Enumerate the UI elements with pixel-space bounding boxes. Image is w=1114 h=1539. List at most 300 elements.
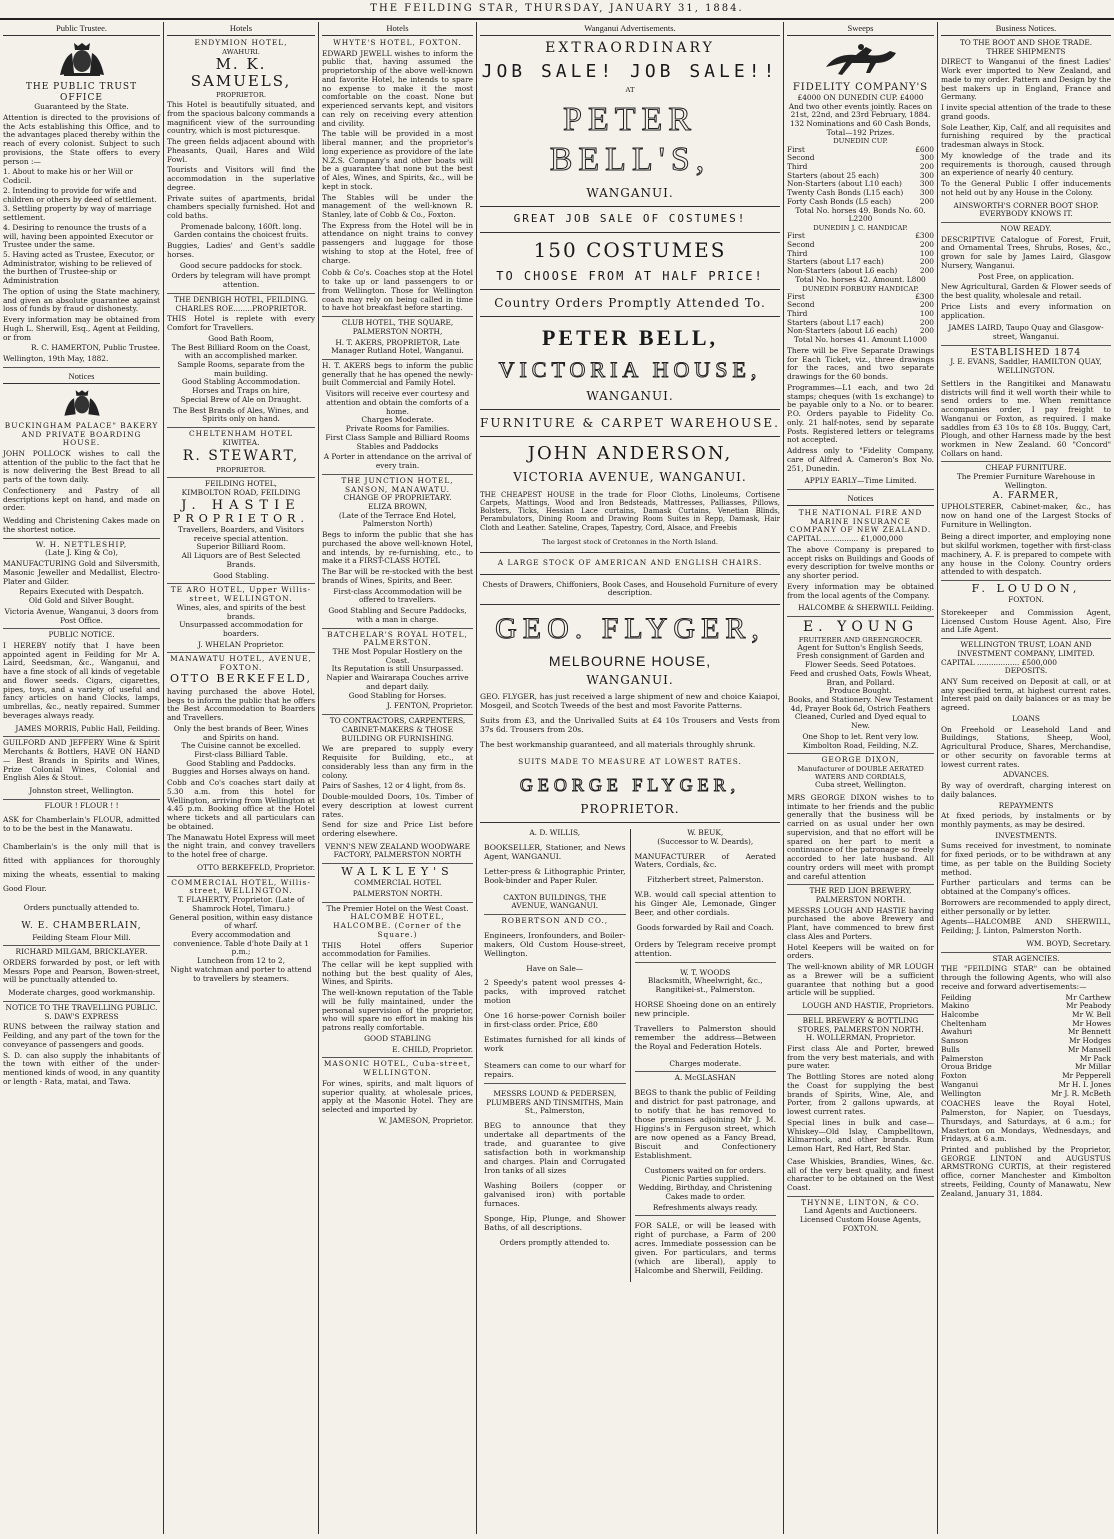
proprietor-label: PROPRIETOR. xyxy=(167,464,315,478)
ad-text: Fitzherbert street, Palmerston. xyxy=(647,875,764,885)
list-item: 1. About to make his or her Will or Codicil. xyxy=(3,167,133,186)
ad-text: Hotel Keepers will be waited on for orders. xyxy=(787,942,934,961)
ad-text: GEO. FLYGER, has just received a large shipment of new and choice Kaiapoi, Mosgeil, and Scotch Tweeds of the best and most Favorite Patterns. xyxy=(480,692,780,711)
ad-text: Sponge, Hip, Plunge, and Shower Baths, of all descriptions. xyxy=(484,1213,626,1232)
milgam-name: RICHARD MILGAM, BRICKLAYER. xyxy=(15,947,148,957)
ad-text: I invite special attention of the trade to these grand goods. xyxy=(941,103,1111,121)
hotel-text: Travellers, Boarders, and Visitors receive special attention. xyxy=(177,524,305,543)
section-heading: Hotels xyxy=(322,22,473,36)
ad-text: AT xyxy=(625,85,635,94)
ad-text: Orders promptly attended to. xyxy=(499,1237,610,1247)
trust-option: The option of using the State machinery, and given an absolute guarantee against loss of funds by fraud or dishonesty. xyxy=(3,286,160,314)
hotel-text: Its Reputation is still Unsurpassed. xyxy=(331,664,464,674)
column-hotels-2 xyxy=(319,22,476,1534)
ad-text: THE CHEAPEST HOUSE in the trade for Floor Cloths, Linoleums, Cortisene Carpets, Mattings, Wood and Iron Bedsteads, Mattresses, Palliasses, Pillows, Bolsters, Ticks, Hessian Lace curtains, Damask Curtains, Venetian Blinds, Perambulators, Dining Room and Drawing Room Suites in Repp, Damask, Hair Cloth and Leather. Sateline, Crapes, Tapestry, Cord, Alsace, and Freebis xyxy=(480,490,780,532)
hotel-text: The cellar will be kept supplied with nothing but the best quality of Ales, Wines, and Spirits. xyxy=(322,960,473,987)
bakery-confectionery: Confectionery and Pastry of all descriptions kept on hand, and made on order. xyxy=(3,485,160,513)
hotel-text: E. CHILD, Proprietor. xyxy=(322,1044,473,1059)
table-cell: Third xyxy=(787,309,808,319)
table-cell: Awahuri xyxy=(941,1027,973,1037)
ad-text: To the General Public I offer inducements not held out by any House in the Colony. xyxy=(941,179,1111,197)
agents-table xyxy=(941,994,1111,1099)
ad-text: Further particulars and terms can be obtained at the Company's offices. xyxy=(941,878,1111,897)
ad-text: FRUITERER AND GREENGROCER. xyxy=(798,635,923,644)
ad-text: WANGANUI. xyxy=(586,186,674,200)
ad-text: MRS GEORGE DIXON wishes to to intimate to her friends and the public generally that the business will be carried on as usual under her own supervision, and that no effort will be spared on her part to merit a continuance of the patronage so freely accorded to her late husband. All country orders will meet with prompt and careful attention xyxy=(787,792,934,885)
table-cell: 200 xyxy=(919,161,934,171)
table-cell: 300 xyxy=(919,153,934,163)
ad-text: Charges moderate. xyxy=(635,1058,777,1073)
ad-text: Wedding, Birthday, and Christening Cakes made to order. xyxy=(638,1183,773,1201)
ad-text: Travellers to Palmerston should remember the address—Between the Royal and Federation Hotels. xyxy=(634,1023,776,1051)
hotel-name: ENDYMION HOTEL, xyxy=(194,38,288,48)
ad-headline: W. BEUK, xyxy=(687,828,724,838)
ad-headline: BELL BREWERY & BOTTLING STORES, PALMERSTON NORTH. xyxy=(797,1015,924,1034)
proprietor-name: R. STEWART, xyxy=(182,447,300,464)
table-cell: 200 xyxy=(919,196,934,206)
hotel-text: A Porter in attendance on the arrival of every train. xyxy=(322,451,473,474)
ad-subhead: REPAYMENTS xyxy=(998,800,1054,810)
hotel-text: THIS Hotel is replete with every Comfort for Travellers. xyxy=(167,314,315,333)
ad-text: FOXTON. xyxy=(1008,595,1044,605)
ad-text: Case Whiskies, Brandies, Wines, &c. all of the very best quality, and finest character to be obtained on the West Coast. xyxy=(787,1156,934,1197)
table-cell: Wellington xyxy=(941,1088,982,1098)
ad-text: DESCRIPTIVE Catalogue of Forest, Fruit, and Ornamental Trees, Shrubs, Roses, &c., grown for sale by James Laird, Glasgow Nursery, Wanganui. xyxy=(941,234,1111,270)
ad-headline: WELLINGTON TRUST, LOAN AND INVESTMENT COMPANY, LIMITED. xyxy=(957,640,1095,658)
ad-headline: A. FARMER, xyxy=(992,490,1060,501)
hotel-text: Napier and Wairarapa Couches arrive and depart daily. xyxy=(326,673,469,691)
table-cell: Second xyxy=(787,300,815,310)
ad-text: One Shop to let. Rent very low. Kimbolton Road, Feilding, N.Z. xyxy=(787,731,934,754)
ad-text: CAXTON BUILDINGS, THE AVENUE, WANGANUI. xyxy=(484,892,626,915)
ad-text: Refreshments always ready. xyxy=(635,1202,777,1217)
flour-text: Chamberlain's is the only mill that is fitted with appliances for thoroughly mixing the wheats, essential to making Good Flour. xyxy=(3,841,160,894)
ad-text: BEG to announce that they undertake all departments of the trade, and guarantee to give satisfaction both in workmanship and charges. Plain and Corrugated Iron tanks of all sizes xyxy=(484,1121,626,1175)
ad-text: LOUGH AND HASTIE, Proprietors. xyxy=(787,1000,934,1015)
ad-text: The above Company is prepared to accept risks on Buildings and Goods of every description for twelve months or any shorter period. xyxy=(787,544,934,581)
ad-text: Price Lists and every information on application. xyxy=(941,301,1111,320)
hotel-text: Good Stabling for Horses. xyxy=(348,690,447,700)
milgam-moderate: Moderate charges, good workmanship. xyxy=(3,987,160,1002)
hotel-location: KIWITEA. xyxy=(222,437,260,447)
ad-text: Cuba street, Wellington. xyxy=(814,780,907,790)
ad-text: J. E. EVANS, Saddler, HAMILTON QUAY, WELLINGTON. xyxy=(950,357,1102,376)
daw-title: S. DAW'S EXPRESS xyxy=(44,1011,119,1021)
ad-text: BOOKSELLER, Stationer, and News Agent, WANGANUI. xyxy=(484,842,626,861)
column-public-trustee xyxy=(0,22,163,1534)
table-title: DUNEDIN CUP. xyxy=(833,137,888,146)
table-cell: 300 xyxy=(919,179,934,189)
ad-text: Sole Leather, Kip, Calf, and all requisites and furnishing required by the practical tradesman always in Stock. xyxy=(941,122,1111,150)
ad-text: Special lines in bulk and case—Whiskey—Old Islay, Campbelltown, Kilmarnock, and other brands. Rum Lemon Hart, Red Hart, Red Star. xyxy=(787,1117,934,1154)
table-cell: Second xyxy=(787,153,815,163)
ad-text: Country Orders Promptly Attended To. xyxy=(494,295,766,310)
ad-subhead: ADVANCES. xyxy=(1003,770,1049,780)
ad-text: Steamers can come to our wharf for repairs. xyxy=(484,1060,626,1084)
table-cell: Mr W. Bell xyxy=(1072,1009,1111,1019)
ad-text: CAPITAL ............... £1,000,000 xyxy=(787,534,903,544)
nettleship-name: W. H. NETTLESHIP, xyxy=(35,539,128,549)
proprietor-label: PROPRIETOR. xyxy=(173,511,309,525)
trust-list xyxy=(3,168,160,286)
bakery-title: BUCKINGHAM PALACE" BAKERY AND PRIVATE BOARDING HOUSE. xyxy=(4,420,159,448)
guilford-jeffery-body: GUILFORD AND JEFFERY Wine & Spirit Merchants & Bottlers, HAVE ON HAND— Best Brands in Spirits and Wines, Prize Colonial Wines, Colonial and English Ales & Stout. xyxy=(3,738,160,783)
section-heading: Notices xyxy=(3,370,160,384)
ad-subhead: INVESTMENTS. xyxy=(995,830,1057,840)
table-cell: Starters (about 25 each) xyxy=(787,170,879,180)
hotel-text: General position, within easy distance of wharf. xyxy=(169,912,313,931)
hotel-text: Special Brew of Ale on Draught. xyxy=(180,394,302,404)
table-cell: Third xyxy=(787,248,808,258)
ad-subhead: DEPOSITS. xyxy=(1004,666,1048,676)
ad-text: Feed and crushed Oats, Fowls Wheat, Bran, and Pollard. xyxy=(789,668,932,687)
guilford-jeffery-address: Johnston street, Wellington. xyxy=(3,785,160,800)
hotel-text: THIS Hotel offers Superior accommodation for Families. xyxy=(322,940,473,959)
table-cell: Mr J. R. McBeth xyxy=(1050,1088,1111,1098)
section-heading: Public Trustee. xyxy=(3,22,160,36)
hotel-text: (Late of the Terrace End Hotel, Palmerston North) xyxy=(338,510,457,529)
ad-text: COACHES leave the Royal Hotel, Palmerston, for Napier, on Tuesdays, Thursdays, and Saturdays, at 6 a.m.; for Masterton on Mondays, Wednesdays, and Fridays, at 6 a.m. xyxy=(941,1099,1111,1144)
table-row xyxy=(787,301,934,310)
ad-text: SUITS MADE TO MEASURE AT LOWEST RATES. xyxy=(518,756,742,766)
hotel-text: Private Rooms for Families. xyxy=(345,424,450,434)
nettleship-repairs: Repairs Executed with Despatch. xyxy=(19,587,144,597)
ad-text: Post Free, on application. xyxy=(978,271,1074,281)
table-cell: Halcombe xyxy=(941,1009,979,1019)
table-cell: 300 xyxy=(919,170,934,180)
ad-text: £4000 ON DUNEDIN CUP. £4000 xyxy=(797,92,924,102)
hotel-text: THE Most Popular Hostlery on the Coast. xyxy=(332,647,463,665)
ad-headline: GREAT JOB SALE OF COSTUMES! xyxy=(513,212,747,226)
table-cell: First xyxy=(787,291,805,301)
ad-headline: THYNNE, LINTON, & CO. xyxy=(801,1197,920,1207)
section-heading: Notices xyxy=(787,492,934,506)
hotel-text: COMMERCIAL HOTEL xyxy=(354,878,441,888)
nettleship-body: MANUFACTURING Gold and Silversmith, Masonic Jeweller and Medallist, Electro-Plater and Gilder. xyxy=(3,559,160,586)
ad-text: Washing Boilers (copper or galvanised iron) with portable furnaces. xyxy=(484,1180,626,1208)
table-cell: Mr Hodges xyxy=(1069,1036,1111,1046)
table-cell: Mr Mansell xyxy=(1067,1044,1111,1054)
daw-body: RUNS between the railway station and Feilding, and any part of the town for the conveyance of passengers and goods. xyxy=(3,1022,160,1049)
hotel-name: BATCHELAR'S ROYAL HOTEL, PALMERSTON. xyxy=(327,629,468,648)
hotel-text: The Bar will be re-stocked with the best brands of Wines, Spirits, and Beer. xyxy=(322,567,473,585)
hotel-text: First-class Accommodation will be offered to travellers. xyxy=(333,586,462,605)
table-cell: £300 xyxy=(915,231,934,241)
nettleship-sub: (Late J. King & Co), xyxy=(45,548,118,558)
hotel-name: THE JUNCTION HOTEL, SANSON, MANAWATU. xyxy=(341,475,454,494)
hotel-text: The Best Brands of Ales, Wines, and Spirits only on hand. xyxy=(167,405,315,428)
table-row xyxy=(941,1090,1111,1099)
hotel-text: The Premier Hotel on the West Coast. xyxy=(326,903,469,913)
hotel-name: THE DENBIGH HOTEL, FEILDING. xyxy=(173,294,309,304)
guarantee-line: Guaranteed by the State. xyxy=(34,102,129,112)
hotel-text: For wines, spirits, and malt liquors of superior quality, at wholesale prices, apply at the Masonic Hotel. They are selected and imported by xyxy=(322,1078,473,1115)
hotel-text: Every accommodation and convenience. Table d'hote Daily at 1 p.m.; xyxy=(173,929,309,957)
chamberlain-mill: Feilding Steam Flour Mill. xyxy=(3,932,160,947)
ads-right xyxy=(631,829,781,1282)
trust-body: Attention is directed to the provisions of the Acts establishing this Office, and to the advantages placed thereby within the reach of every colonist. Subject to such provisions, the State offers to every person :— xyxy=(3,112,160,166)
hotel-text: Cobb & Co's. Coaches stop at the Hotel to take up or land passengers to or from Wellington. Those for Wellington coach may rely on being called in time to have hot breakfast before starting. xyxy=(322,267,473,317)
imprint: Printed and published by the Proprietor, GEORGE LINTON and AUGUSTUS ARMSTRONG CURTIS, at their registered office, corner Manchester and Kimbolton streets, Feilding, County of Manawatu, New Zealand, January 31, 1884. xyxy=(941,1144,1111,1198)
bakery-body: JOHN POLLOCK wishes to call the attention of the public to the fact that he is now delivering the Best Bread to all parts of the town daily. xyxy=(3,449,160,485)
table-cell: 200 xyxy=(919,326,934,336)
ad-text: MANUFACTURER of Aerated Waters, Cordials, &c. xyxy=(634,851,776,870)
table-cell: Third xyxy=(787,161,808,171)
table-title: DUNEDIN FORBURY HANDICAP. xyxy=(802,284,919,293)
hotel-text: Charges Moderate. xyxy=(361,415,434,425)
public-notice-body: I HEREBY notify that I have been appointed agent in Feilding for Mr A. Laird, Seedsman, &c., Wanganui, and have a fine stock of all kinds of vegetable and flower seeds. Cigars, cigarettes, pipes, toys, and a variety of useful and fancy articles on hand Clocks, lamps, umbrellas, &c., neatly repaired. Summer beverages always ready. xyxy=(3,640,160,720)
ad-headline: VICTORIA HOUSE, xyxy=(498,356,762,382)
hotel-text: GOOD STABLING xyxy=(364,1033,431,1043)
ad-text: On Freehold or Leasehold Land and Buildings, Stations, Sheep, Wool, Agricultural Produce, Shares, Merchandise, or other security on favorable terms at lowest current rates. xyxy=(941,724,1111,769)
ad-text: Sums received for investment, to nominate for fixed periods, or to be withdrawn at any time, as per table on the Building Society method. xyxy=(941,841,1111,877)
list-item: 4. Desiring to renounce the trusts of a will, having been appointed Executor or Trustee under the same. xyxy=(3,222,154,250)
ad-text: And two other events jointly. Races on 21st, 22nd, and 23rd February, 1884. xyxy=(788,101,933,120)
prize-table xyxy=(787,232,934,276)
ad-text: Books, and Stationery. New Testament 4d, Prayer Book 6d, Ostrich Feathers Cleaned, Curled and Dyed equal to New. xyxy=(788,695,933,731)
ad-headline: FIDELITY COMPANY'S xyxy=(792,82,929,94)
hotel-text: J. FENTON, Proprietor. xyxy=(322,700,473,715)
trust-date: Wellington, 19th May, 1882. xyxy=(3,353,160,368)
ad-text: The largest stock of Cretonnes in the North Island. xyxy=(541,537,719,546)
table-cell: 100 xyxy=(919,248,934,258)
table-cell: Sanson xyxy=(941,1036,969,1046)
trust-info: Every information may be obtained from Hugh L. Sherwill, Esq., Agent at Feilding, or from xyxy=(3,315,160,342)
hotel-name: COMMERCIAL HOTEL, Willis-street, WELLINGTON. xyxy=(171,877,311,896)
hotel-text: Good secure paddocks for stock. xyxy=(179,260,303,270)
hotel-text: All Liquors are of Best Selected Brands. xyxy=(181,551,301,569)
ad-headline: NOW READY. xyxy=(1000,223,1052,233)
ad-headline: AINSWORTH'S CORNER BOOT SHOP. EVERYBODY KNOWS IT. xyxy=(941,200,1111,223)
ad-headline: A. D. WILLIS, xyxy=(529,828,581,838)
ad-text: Suits from £3, and the Unrivalled Suits at £4 10s Trousers and Vests from 37s 6d. Trousers from 20s. xyxy=(480,716,780,735)
ad-text: Programmes—L1 each, and two 2d stamps; cheques (with 1s exchange) to be payable only to a No. or to bearer. P.O. Orders payable to Fidelity Co. only. 21 half-notes, send by separate Posts. Registered letters or telegrams not accepted. xyxy=(787,382,934,445)
hotel-text: Good Stabling and Paddocks. xyxy=(186,758,296,768)
hotel-text: Promenade balcony, 160ft. long. xyxy=(180,221,302,231)
ad-text: At fixed periods, by instalments or by monthly payments, as may be desired. xyxy=(941,811,1111,830)
ad-text: CAPITAL .................. £500,000 xyxy=(941,657,1057,667)
masthead: THE FEILDING STAR, THURSDAY, JANUARY 31, 1884. xyxy=(0,0,1114,20)
table-cell: 200 xyxy=(919,300,934,310)
hotel-name: MASONIC HOTEL, Cuba-street, WELLINGTON. xyxy=(323,1059,472,1078)
ad-text: Being a direct importer, and employing none but skilful workmen, together with first-class machinery, A. F. is prepared to compete with any house in the Colony. Country orders attended to with despatch. xyxy=(941,531,1111,581)
ad-text: By way of overdraft, charging interest on daily balances. xyxy=(941,781,1111,799)
hotel-text: J. WHELAN Proprietor. xyxy=(167,639,315,654)
trust-signature: R. C. HAMERTON, Public Trustee. xyxy=(31,343,160,353)
table-cell: Forty Cash Bonds (L5 each) xyxy=(787,196,892,206)
ad-text: The Bottling Stores are noted along the Coast for supplying the best brands of Spirits, Wine, Ale, and Porter, from 2 gallons upwards, at lowest current rates. xyxy=(787,1072,934,1117)
ad-text: 132 Nominations and 60 Cash Bonds, Total—192 Prizes. xyxy=(789,119,932,137)
proprietor-label: PROPRIETOR. xyxy=(216,91,266,100)
proprietor-name: J. HASTIE xyxy=(181,497,301,513)
ad-text: There will be Five Separate Drawings for Each Ticket, viz., three drawings for the races, and two separate drawings for the 60 bonds. xyxy=(787,345,934,382)
ad-text: H. WOLLERMAN, Proprietor. xyxy=(805,1033,916,1043)
ad-text: Blacksmith, Wheelwright, &c., Rangitikei-st., Palmerston. xyxy=(647,976,763,995)
table-cell: First xyxy=(787,231,805,241)
column-business-notices xyxy=(938,22,1114,1534)
hotel-text: Wines, ales, and spirits of the best brands. xyxy=(176,602,306,621)
ad-text: Customers waited on for orders. xyxy=(644,1165,767,1175)
hotel-text: Send for size and Price List before ordering elsewhere. xyxy=(322,820,473,838)
ad-text: FOR SALE, or will be leased with right of purchase, a Farm of 200 acres. Immediate possession can be given. For particulars, and terms (which are liberal), apply to Halcombe and Sherwill, Feilding. xyxy=(634,1221,776,1276)
nettleship-address: Victoria Avenue, Wanganui, 3 doors from Post Office. xyxy=(3,606,160,629)
table-cell: Starters (about L17 each) xyxy=(787,317,884,327)
table-row xyxy=(787,154,934,163)
section-heading: Hotels xyxy=(167,22,315,36)
hotel-text: W. JAMESON, Proprietor. xyxy=(378,1115,473,1125)
ad-text: WANGANUI. xyxy=(586,673,674,688)
hotel-text: Buggies, Ladies' and Gent's saddle horses. xyxy=(167,241,315,259)
table-row xyxy=(787,241,934,250)
table-cell: Mr Peabody xyxy=(1066,1001,1111,1011)
ad-text: APPLY EARLY—Time Limited. xyxy=(787,475,934,490)
ad-text: UPHOLSTERER, Cabinet-maker, &c., has now on hand one of the Largest Stocks of Furniture in Wellington. xyxy=(941,502,1111,529)
ad-text: Agents—HALCOMBE AND SHERWILL, Feilding; J. Linton, Palmerston North. xyxy=(941,917,1111,936)
chamberlain-name: W. E. CHAMBERLAIN, xyxy=(21,920,142,931)
table-title: DUNEDIN J. C. HANDICAP. xyxy=(813,224,908,233)
ad-text: Storekeeper and Commission Agent, Licensed Custom House Agent. Also, Fire and Life Agent. xyxy=(941,607,1111,639)
flour-heading: FLOUR ! FLOUR ! ! xyxy=(44,800,119,810)
hotel-name: CHELTENHAM HOTEL xyxy=(188,429,294,439)
table-cell: 100 xyxy=(919,309,934,319)
table-cell: Mr Pack xyxy=(1079,1053,1111,1063)
table-cell: 200 xyxy=(919,239,934,249)
ad-text: Settlers in the Rangitikei and Manawatu districts will find it well worth their while to send orders to me. When remittance accompanies order, I pay freight to Wanganui or Foxton, as required. I make saddles from £3 10s to £8 10s. Buggy, Cart, Plough, and other Harness made by the best workmen in New Zealand. 60 "Concord" Collars on hand. xyxy=(941,378,1111,463)
ad-headline: CHEAP FURNITURE. xyxy=(985,463,1067,473)
hotel-name: WALKLEY'S xyxy=(341,865,454,879)
ad-headline: STAR AGENCIES. xyxy=(992,953,1060,963)
hotel-text: First Class Sample and Billiard Rooms Stables and Paddocks xyxy=(325,432,470,451)
ad-text: Engineers, Ironfounders, and Boiler-makers, Old Custom House-street, Wellington. xyxy=(484,930,626,958)
proprietor-name: CHARLES ROE........PROPRIETOR. xyxy=(175,303,307,313)
column-wanganui-ads xyxy=(477,22,783,1534)
hotel-text: H. T. AKERS begs to inform the public generally that he has opened the newly-built Commercial and Family Hotel. xyxy=(322,360,473,388)
ad-headline: JOHN ANDERSON, xyxy=(527,443,733,465)
ad-text: Chests of Drawers, Chiffoniers, Book Cases, and Household Furniture of every description. xyxy=(482,579,778,598)
hotel-text: Private suites of apartments, bridal chambers specially furnished. Hot and cold baths. xyxy=(167,193,315,220)
ad-text: My knowledge of the trade and its requirements is thorough, caused through an experience of nearly 40 century. xyxy=(941,150,1111,178)
ad-text: Agent for Sutton's English Seeds, xyxy=(797,642,924,652)
ad-headline: ROBERTSON AND CO., xyxy=(501,916,609,926)
ad-headline: THE RED LION BREWERY, PALMERSTON NORTH. xyxy=(809,886,912,904)
hotel-text: First-class Billiard Table. xyxy=(194,750,288,760)
flour-text: ASK for Chamberlain's FLOUR, admitted to to be the best in the Manawatu. xyxy=(3,815,160,834)
hotel-text: Pairs of Sashes, 12 or 4 light, from 8s. xyxy=(322,781,466,791)
table-cell: Starters (about L17 each) xyxy=(787,257,884,267)
ad-headline: TO THE BOOT AND SHOE TRADE. xyxy=(959,38,1093,48)
table-cell: Mr Carthew xyxy=(1065,992,1111,1002)
public-trust-office-title: THE PUBLIC TRUST OFFICE xyxy=(25,82,138,103)
hotel-text: Good Stabling Accommodation. xyxy=(181,377,301,387)
table-cell: Non-Starters (about L10 each) xyxy=(787,179,902,189)
ad-headline: EXTRAORDINARY xyxy=(545,40,715,57)
milgam-body: ORDERS forwarded by post, or left with Messrs Pope and Pearson, Bowen-street, will be punctually attended to. xyxy=(3,957,160,985)
ad-headline: F. LOUDON, xyxy=(971,582,1081,596)
table-cell: 200 xyxy=(919,317,934,327)
hotel-text: Double-moulded Doors, 10s. Timber of every description at lowest current rates. xyxy=(322,792,473,819)
hotel-text: Good Stabling and Secure Paddocks, with a man in charge. xyxy=(322,605,473,628)
ad-text: THE "FEILDING STAR" can be obtained through the following Agents, who will also receive and forward advertisements:— xyxy=(941,964,1111,991)
hotel-text: H. T. AKERS, PROPRIETOR, Late Manager Rutland Hotel, Wanganui. xyxy=(322,337,473,360)
proprietor-name: M. K. SAMUELS, xyxy=(190,54,292,91)
hotel-text: Tourists and Visitors will find the accommodation in the superlative degree. xyxy=(167,165,315,192)
ad-text: Goods forwarded by Rail and Coach. xyxy=(636,923,774,933)
ad-headline: W. T. WOODS xyxy=(680,967,731,977)
table-cell: 300 xyxy=(919,188,934,198)
ad-headline: A. McGLASHAN xyxy=(674,1073,736,1083)
list-item: 3. Settling property by way of marriage settlement. xyxy=(3,204,152,223)
table-cell: Mr Millar xyxy=(1074,1062,1111,1072)
ad-headline: JOB SALE! JOB SALE!! xyxy=(481,60,779,82)
table-cell: Foxton xyxy=(941,1071,967,1081)
ad-headline: GEO. FLYGER, xyxy=(495,612,765,646)
ads-left xyxy=(480,829,631,1282)
ad-text: Orders by Telegram receive prompt attention. xyxy=(635,939,777,963)
hotel-text: OTTO BERKEFELD, Proprietor. xyxy=(167,862,315,877)
ad-text: Total No. horses 49. Bonds No. 60. L2200 xyxy=(795,205,926,224)
hotel-name: MANAWATU HOTEL, AVENUE, FOXTON. xyxy=(170,654,312,673)
hotel-text: The Best Billiard Room on the Coast, with an accomplished marker. xyxy=(171,342,311,361)
ad-headline: GEORGE DIXON, xyxy=(821,755,900,765)
ad-text: Land Agents and Auctioneers. xyxy=(804,1206,917,1216)
hotel-text: Cobb and Co's coaches start daily at 5.30 a.m. from this hotel for Wellington, arriving from Wellington at 4.45 p.m. Booking office at the Hotel where tickets and all particulars can be obtained. xyxy=(167,778,315,831)
hotel-text: Luncheon from 12 to 2, xyxy=(197,956,285,966)
ad-headline: 150 COSTUMES xyxy=(533,238,727,263)
hotel-text: Unsurpassed accommodation for boarders. xyxy=(179,620,303,638)
table-cell: 200 xyxy=(919,266,934,276)
ad-headline: FURNITURE & CARPET WAREHOUSE. xyxy=(480,416,780,431)
hotel-text: EDWARD JEWELL wishes to inform the public that, having assumed the proprietorship of the above well-known and favorite Hotel, he intends to spare no expense to make it the most comfortable on the coast. None but experienced servants kept, and visitors can rely on receiving every attention and civility. xyxy=(322,48,473,128)
hotel-name: HALCOMBE HOTEL, HALCOMBE. (Corner of the Square.) xyxy=(333,912,462,939)
table-cell: Non-Starters (about L6 each) xyxy=(787,326,898,336)
column-sweeps xyxy=(784,22,937,1534)
table-cell: Non-Starters (about L6 each) xyxy=(787,266,898,276)
ad-text: VICTORIA AVENUE, WANGANUI. xyxy=(513,470,747,485)
ad-text: Address only to "Fidelity Company, care of Alfred A. Cameron's Box No. 251, Dunedin. xyxy=(787,446,934,473)
hotel-text: Visitors will receive ever courtesy and attention and obtain the comforts of a home. xyxy=(325,389,470,416)
royal-crest-icon xyxy=(57,387,107,419)
hotel-text: Good Bath Room, xyxy=(208,333,274,343)
proprietor-name: OTTO BERKEFELD, xyxy=(170,671,312,685)
ad-text: The well-known ability of MR LOUGH as a Brewer will be a sufficient guarantee that nothing but a good article will be supplied. xyxy=(787,962,934,998)
ad-text: DIRECT to Wanganui of the finest Ladies' Work ever imported to New Zealand, and made to my order. Pattern and Design by the best makers up in England, France and Germany. xyxy=(941,57,1111,102)
hotel-text: CHANGE OF PROPRIETARY. xyxy=(343,493,452,503)
ad-text: New Agricultural, Garden & Flower seeds of the best quality, wholesale and retail. xyxy=(941,282,1111,301)
table-cell: Second xyxy=(787,239,815,249)
ad-subhead: LOANS xyxy=(1012,713,1040,723)
ad-headline: THE NATIONAL FIRE AND MARINE INSURANCE COMPANY OF NEW ZEALAND. xyxy=(789,507,932,535)
ad-text: One 16 horse-power Cornish boiler in first-class order. Price, £80 xyxy=(484,1011,626,1030)
ad-text: First class Ale and Porter, brewed from the very best materials, and with pure water. xyxy=(787,1044,934,1071)
ad-text: PROPRIETOR. xyxy=(580,801,680,816)
hotel-text: T. FLAHERTY, Proprietor. (Late of Shamrock Hotel, Timaru.) xyxy=(177,895,305,913)
table-cell: Palmerston xyxy=(941,1053,984,1063)
public-notice-sign: JAMES MORRIS, Public Hall, Feilding. xyxy=(3,723,160,738)
prize-table xyxy=(787,146,934,207)
hotel-text: The well-known reputation of the Table will be fully maintained, under the personal supervision of the proprietor, who will spare no effort in making his patrons really comfortable. xyxy=(322,988,473,1033)
hotel-text: The green fields adjacent abound with Pheasants, Quail, Hares and Wild Fowl. xyxy=(167,137,315,164)
table-cell: Mr H. I. Jones xyxy=(1058,1079,1111,1089)
ad-headline: MESSRS LOUND & PEDERSEN, PLUMBERS AND TINSMITHS, Main St., Palmerston, xyxy=(486,1088,624,1116)
hotel-text: We are prepared to supply every Requisite for Building, etc., at considerably less than any firm in the colony. xyxy=(322,744,473,780)
ad-text: Licensed Custom House Agents, FOXTON. xyxy=(799,1215,922,1233)
public-notice-title: PUBLIC NOTICE. xyxy=(48,630,115,640)
hotel-text: Buggies and Horses always on hand. xyxy=(172,767,310,777)
table-cell: 200 xyxy=(919,257,934,267)
daw-more: S. D. can also supply the inhabitants of the town with either of the under-mentioned kinds of wood, in any quantity or length - Rata, matai, and Tawa. xyxy=(3,1050,160,1086)
racehorse-icon xyxy=(811,39,911,79)
ad-text: MESSRS LOUGH AND HASTIE having purchased the above Brewery and Plant, have commenced to brew first class Ales and Porters. xyxy=(787,905,934,941)
